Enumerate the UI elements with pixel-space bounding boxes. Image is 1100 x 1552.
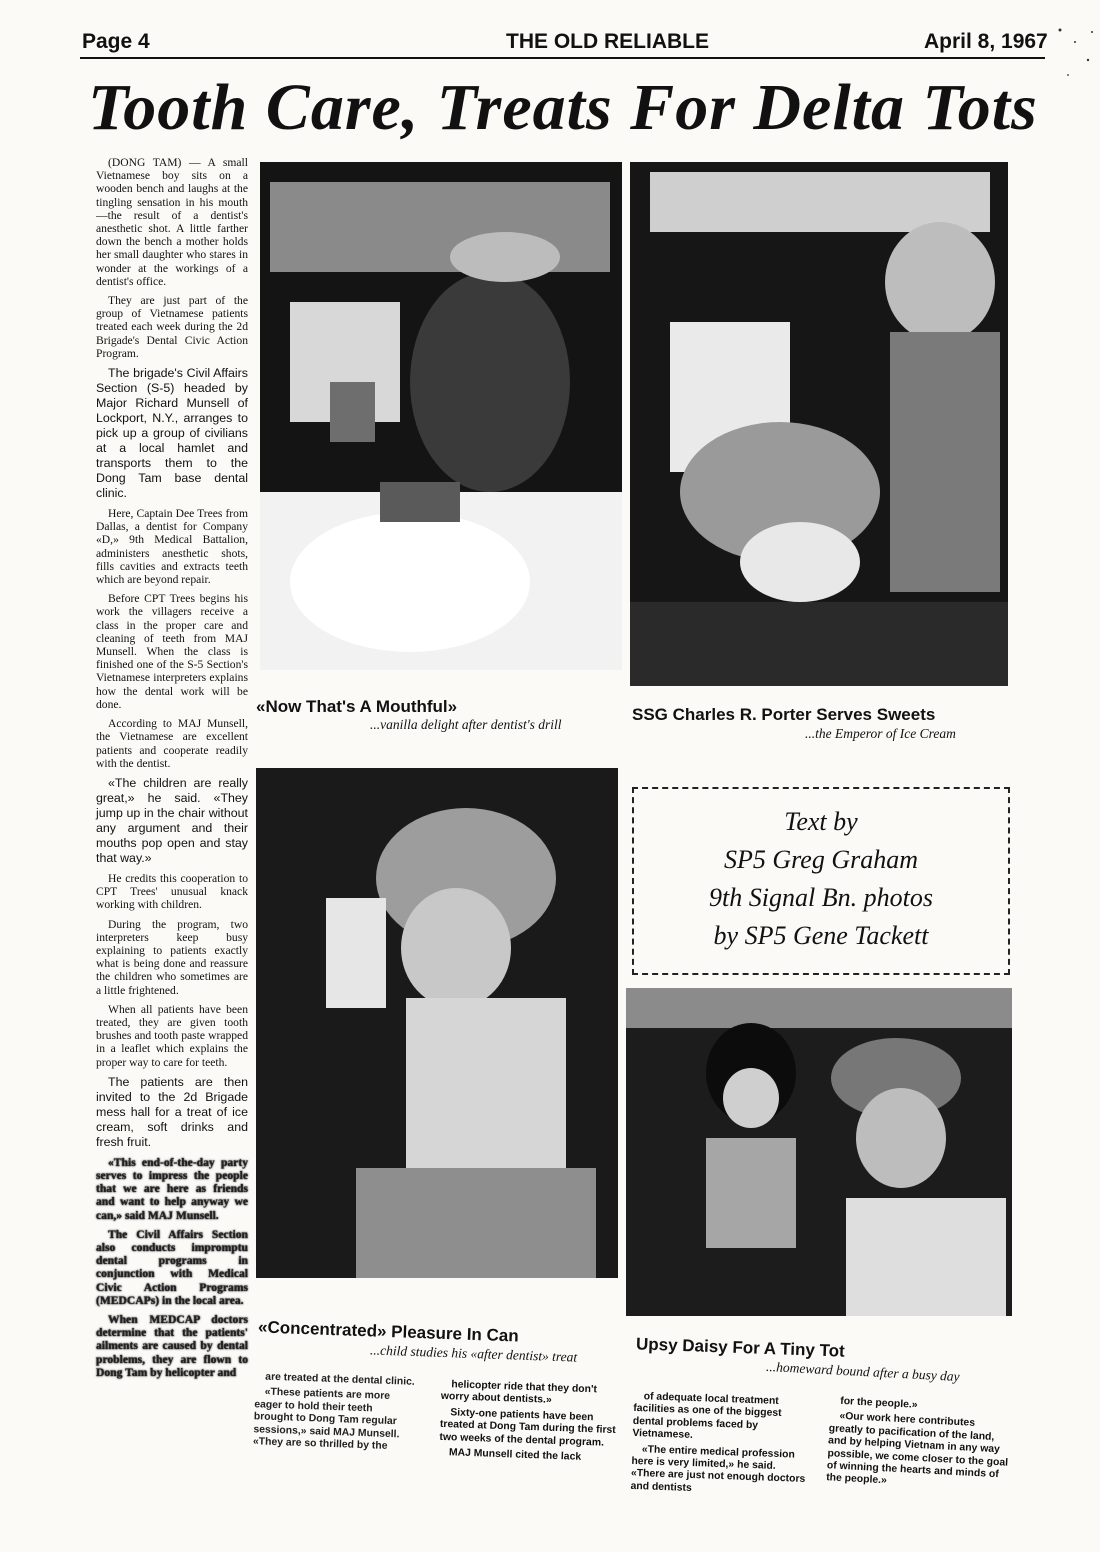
credit-line: SP5 Greg Graham bbox=[723, 845, 919, 874]
article-column bbox=[96, 156, 248, 1385]
article-paragraph: «Our work here contributes greatly to pacification of the land, and by helping Vietnam in any way possible, we come closer to the goal of winning the hearts and minds of the people.» bbox=[825, 1411, 1009, 1487]
article-paragraph: (DONG TAM) — A small Vietnamese boy sits on a wooden bench and laughs at the tingling sensation in his mouth—the result of a dentist's anesthetic shot. A little farther down the bench a mother holds her small daughter who stares in wonder at the workings of a dentist's office. bbox=[96, 156, 248, 288]
caption-title: «Now That's A Mouthful» bbox=[256, 697, 458, 716]
article-paragraph: The brigade's Civil Affairs Section (S-5) headed by Major Richard Munsell of Lockport, N.Y., arranges to pick up a group of civilians at a local hamlet and transports them to the Dong Tam base dental clinic. bbox=[96, 366, 248, 501]
article-paragraph: Here, Captain Dee Trees from Dallas, a dentist for Company «D,» 9th Medical Battalion, administers anesthetic shots, fills cavities and extracts teeth which are beyond repair. bbox=[96, 507, 248, 587]
page-number: Page 4 bbox=[82, 30, 150, 53]
caption-title: Upsy Daisy For A Tiny Tot bbox=[635, 1334, 846, 1361]
article-paragraph: Sixty-one patients have been treated at Dong Tam during the first two weeks of the dental program. bbox=[439, 1407, 616, 1449]
caption-subtitle: ...child studies his «after dentist» treat bbox=[369, 1342, 578, 1365]
photo-credit-box bbox=[632, 787, 1010, 975]
article-paragraph: During the program, two interpreters keep busy explaining to patients exactly what is being done and reassure the children who sometimes are a little frightened. bbox=[96, 917, 248, 997]
caption-subtitle: ...vanilla delight after dentist's drill bbox=[370, 717, 562, 732]
article-column-5 bbox=[826, 1395, 1013, 1497]
article-paragraph: «The children are really great,» he said. «They jump up in the chair without any argument and their mouths pop open and stay that way.» bbox=[96, 775, 248, 865]
caption-subtitle: ...homeward bound after a busy day bbox=[765, 1358, 961, 1385]
photo-boy-eating bbox=[260, 162, 622, 670]
masthead-rule bbox=[80, 57, 1045, 59]
credit-line: Text by bbox=[784, 807, 858, 836]
photo-soldier-serving bbox=[630, 162, 1008, 686]
photo-soldier-with-tot bbox=[626, 988, 1012, 1316]
photo-child-with-can bbox=[256, 768, 618, 1278]
newspaper-name: THE OLD RELIABLE bbox=[506, 30, 709, 53]
article-paragraph: for the people.» bbox=[839, 1395, 918, 1411]
credit-line: 9th Signal Bn. photos bbox=[709, 883, 933, 912]
article-column-3 bbox=[439, 1379, 620, 1469]
scan-noise bbox=[1040, 20, 1100, 100]
headline: Tooth Care, Treats For Delta Tots bbox=[88, 71, 1038, 144]
article-paragraph: are treated at the dental clinic. bbox=[265, 1371, 415, 1388]
article-paragraph: Before CPT Trees begins his work the villagers receive a class in the proper care and cleaning of teeth from MAJ Munsell. When the class is finished one of the S-5 Section's Vietnamese interpreters explains how the dental work will be done. bbox=[96, 592, 248, 711]
article-paragraph: The patients are then invited to the 2d Brigade mess hall for a treat of ice cream, soft drinks and fresh fruit. bbox=[96, 1074, 248, 1149]
article-paragraph: «These patients are more eager to hold their teeth brought to Dong Tam regular sessions,» said MAJ Munsell. «They are so thrilled by the bbox=[252, 1386, 400, 1452]
article-paragraph: When MEDCAP doctors determine that the patients' ailments are caused by dental problems, they are flown to Dong Tam by helicopter and bbox=[96, 1312, 248, 1379]
caption-title: SSG Charles R. Porter Serves Sweets bbox=[632, 705, 936, 724]
article-paragraph: The Civil Affairs Section also conducts impromptu dental programs in conjunction with Medical Civic Action Programs (MEDCAPs) in the local area. bbox=[96, 1227, 248, 1307]
article-paragraph: of adequate local treatment facilities as one of the biggest dental problems faced by Vietnamese. bbox=[632, 1391, 782, 1442]
article-column-2 bbox=[253, 1371, 416, 1457]
credit-line: by SP5 Gene Tackett bbox=[713, 921, 929, 950]
article-paragraph: According to MAJ Munsell, the Vietnamese are excellent patients and cooperate readily with the dentist. bbox=[96, 717, 248, 770]
caption-subtitle: ...the Emperor of Ice Cream bbox=[805, 726, 956, 741]
article-column-4 bbox=[630, 1391, 814, 1502]
article-paragraph: MAJ Munsell cited the lack bbox=[448, 1447, 582, 1463]
issue-date: April 8, 1967 bbox=[924, 30, 1048, 53]
article-paragraph: helicopter ride that they don't worry about dentists.» bbox=[440, 1379, 598, 1407]
article-paragraph: When all patients have been treated, they are given tooth brushes and tooth paste wrapped in a leaflet which explains the proper way to care for teeth. bbox=[96, 1002, 248, 1069]
caption-title: «Concentrated» Pleasure In Can bbox=[257, 1317, 520, 1346]
article-paragraph: «This end-of-the-day party serves to impress the people that we are here as friends and want to help anyway we can,» said MAJ Munsell. bbox=[96, 1155, 248, 1222]
article-paragraph: «The entire medical profession here is very limited,» he said. «There are just not enough doctors and dentists bbox=[630, 1443, 806, 1494]
article-paragraph: He credits this cooperation to CPT Trees' unusual knack working with children. bbox=[96, 871, 248, 912]
article-paragraph: They are just part of the group of Vietnamese patients treated each week during the 2d Brigade's Dental Civic Action Program. bbox=[96, 294, 248, 360]
